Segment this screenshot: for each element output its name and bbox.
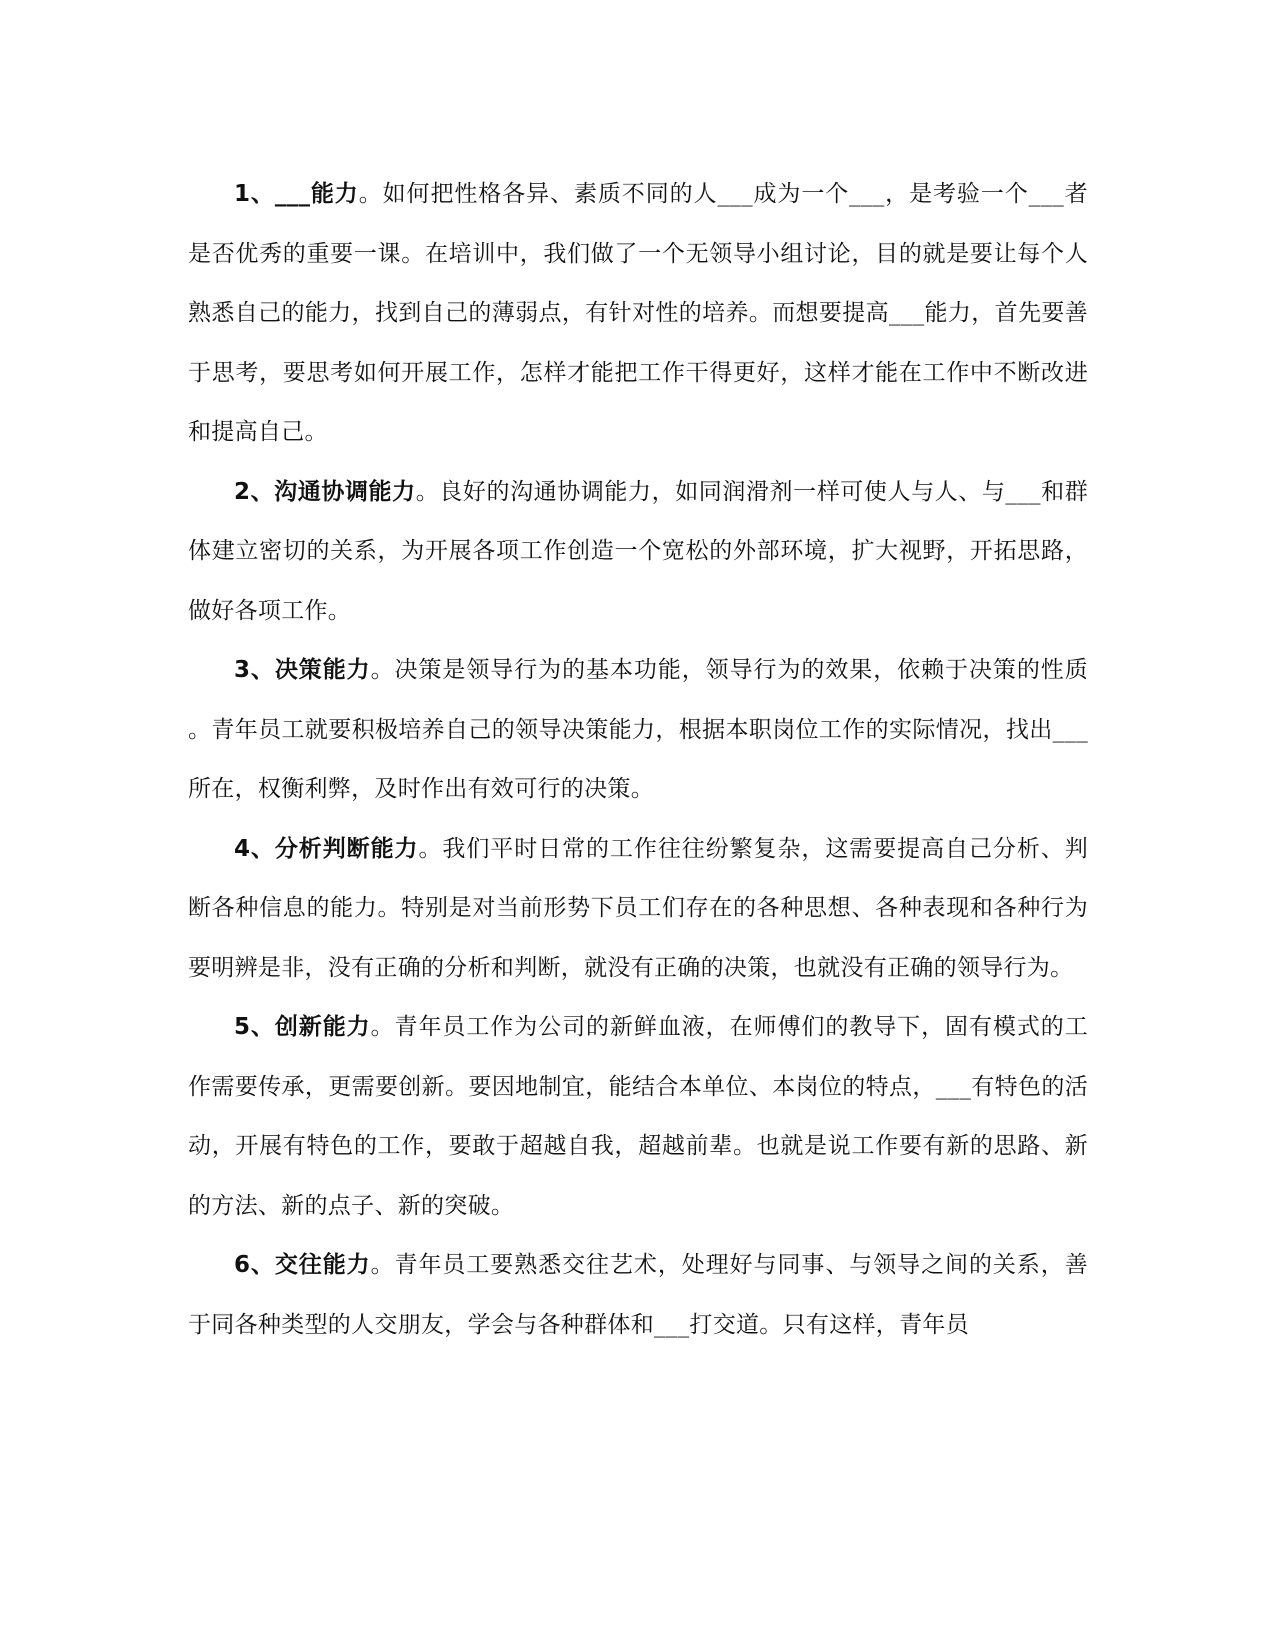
paragraph-heading: 1、___能力	[234, 181, 359, 207]
paragraph-2	[188, 463, 1088, 642]
paragraph-heading: 6、交往能力	[234, 1252, 371, 1278]
paragraph-4	[188, 820, 1088, 999]
paragraph-body: 。青年员工要熟悉交往艺术，处理好与同事、与领导之间的关系，善于同各种类型的人交朋友，学会与各种群体和___打交道。只有这样，青年员	[188, 1252, 1088, 1338]
paragraph-6	[188, 1236, 1088, 1355]
document-page	[188, 165, 1088, 1405]
paragraph-body: 。青年员工作为公司的新鲜血液，在师傅们的教导下，固有模式的工作需要传承，更需要创新。要因地制宜，能结合本单位、本岗位的特点，___有特色的活动，开展有特色的工作，要敢于超越自我，超越前辈。也就是说工作要有新的思路、新的方法、新的点子、新的突破。	[188, 1014, 1088, 1219]
paragraph-1	[188, 165, 1088, 463]
paragraph-5	[188, 998, 1088, 1236]
paragraph-body: 。良好的沟通协调能力，如同润滑剂一样可使人与人、与___和群体建立密切的关系，为开展各项工作创造一个宽松的外部环境，扩大视野，开拓思路，做好各项工作。	[188, 478, 1089, 624]
paragraph-3	[188, 641, 1088, 820]
paragraph-body: 。我们平时日常的工作往往纷繁复杂，这需要提高自己分析、判断各种信息的能力。特别是对当前形势下员工们存在的各种思想、各种表现和各种行为要明辨是非，没有正确的分析和判断，就没有正确的决策，也就没有正确的领导行为。	[188, 835, 1089, 981]
paragraph-body: 。决策是领导行为的基本功能，领导行为的效果，依赖于决策的性质。青年员工就要积极培养自己的领导决策能力，根据本职岗位工作的实际情况，找出___所在，权衡利弊，及时作出有效可行的决策。	[188, 657, 1088, 802]
paragraph-heading: 3、决策能力	[234, 657, 371, 683]
paragraph-body: 。如何把性格各异、素质不同的人___成为一个___，是考验一个___者是否优秀的重要一课。在培训中，我们做了一个无领导小组讨论，目的就是要让每个人熟悉自己的能力，找到自己的薄弱点，有针对性的培养。而想要提高___能力，首先要善于思考，要思考如何开展工作，怎样才能把工作干得更好，这样才能在工作中不断改进和提高自己。	[188, 181, 1089, 445]
paragraph-heading: 2、沟通协调能力	[234, 478, 416, 505]
paragraph-heading: 5、创新能力	[234, 1014, 371, 1040]
paragraph-heading: 4、分析判断能力	[234, 835, 419, 862]
